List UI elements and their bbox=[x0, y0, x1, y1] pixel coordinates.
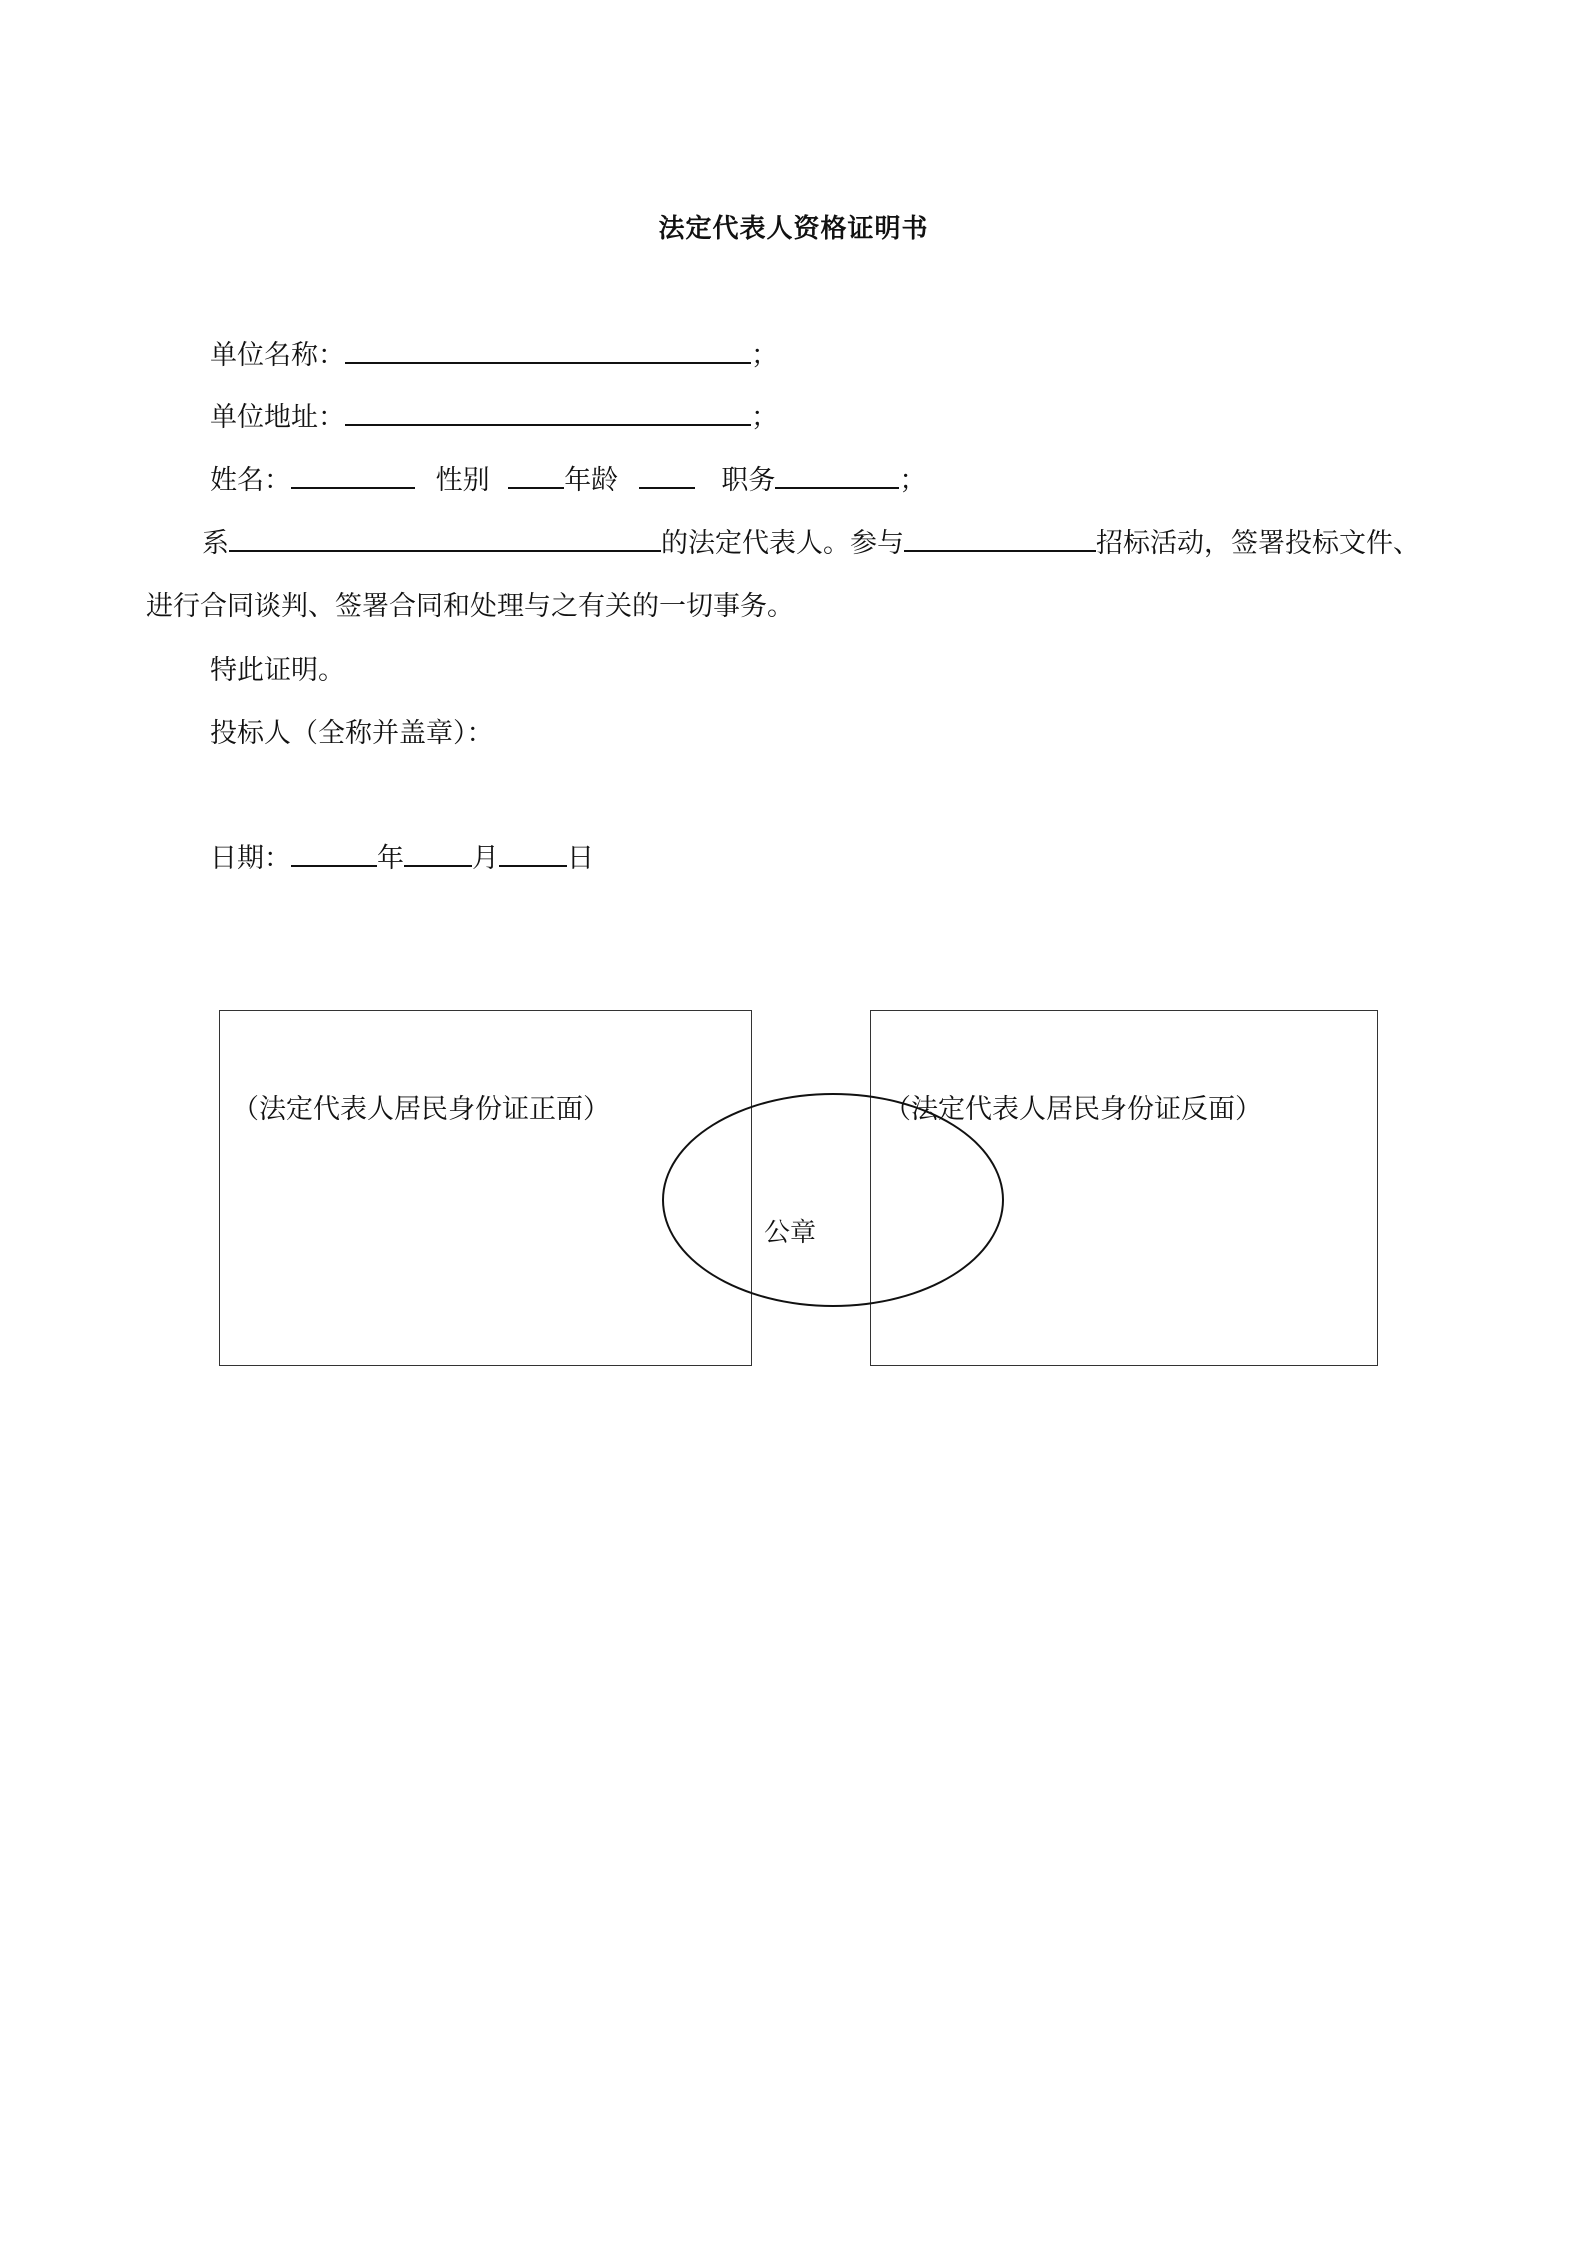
year-label: 年 bbox=[377, 843, 404, 874]
unit-name-line bbox=[210, 333, 778, 372]
seal-label: 公章 bbox=[764, 1218, 817, 1248]
unit-address-semicolon: ； bbox=[751, 402, 778, 433]
unit-name-field[interactable] bbox=[345, 336, 751, 364]
year-field[interactable] bbox=[291, 839, 377, 867]
project-field[interactable] bbox=[904, 524, 1096, 552]
position-field[interactable] bbox=[775, 461, 899, 489]
day-label: 日 bbox=[567, 843, 594, 874]
official-seal-outline bbox=[662, 1093, 1004, 1307]
date-line bbox=[210, 836, 594, 875]
id-front-caption: （法定代表人居民身份证正面） bbox=[232, 1094, 610, 1125]
company-field[interactable] bbox=[229, 524, 661, 552]
day-field[interactable] bbox=[499, 839, 567, 867]
name-field[interactable] bbox=[291, 461, 415, 489]
personal-info-semicolon: ； bbox=[899, 465, 927, 496]
month-label: 月 bbox=[472, 843, 499, 874]
bidder-line: 投标人（全称并盖章）： bbox=[210, 718, 494, 749]
age-field[interactable] bbox=[639, 461, 695, 489]
gender-field[interactable] bbox=[508, 461, 564, 489]
date-label: 日期： bbox=[210, 843, 291, 874]
age-label: 年龄 bbox=[564, 465, 619, 496]
document-title: 法定代表人资格证明书 bbox=[658, 214, 929, 244]
personal-info-line bbox=[210, 458, 926, 497]
gender-label: 性别 bbox=[435, 465, 490, 496]
legal-rep-line bbox=[202, 521, 1420, 560]
unit-address-field[interactable] bbox=[345, 398, 751, 426]
unit-name-label: 单位名称： bbox=[210, 340, 345, 371]
name-label: 姓名： bbox=[210, 465, 291, 496]
position-label: 职务 bbox=[721, 465, 776, 496]
bidding-text: 招标活动，签署投标文件、 bbox=[1096, 528, 1420, 559]
legal-rep-text: 的法定代表人。参与 bbox=[661, 528, 904, 559]
continuation-line: 进行合同谈判、签署合同和处理与之有关的一切事务。 bbox=[146, 591, 794, 622]
unit-address-label: 单位地址： bbox=[210, 402, 345, 433]
unit-name-semicolon: ； bbox=[751, 340, 778, 371]
id-back-caption: （法定代表人居民身份证反面） bbox=[884, 1094, 1262, 1125]
month-field[interactable] bbox=[404, 839, 472, 867]
unit-address-line bbox=[210, 395, 778, 434]
certify-line: 特此证明。 bbox=[210, 655, 345, 686]
is-prefix: 系 bbox=[202, 528, 229, 559]
